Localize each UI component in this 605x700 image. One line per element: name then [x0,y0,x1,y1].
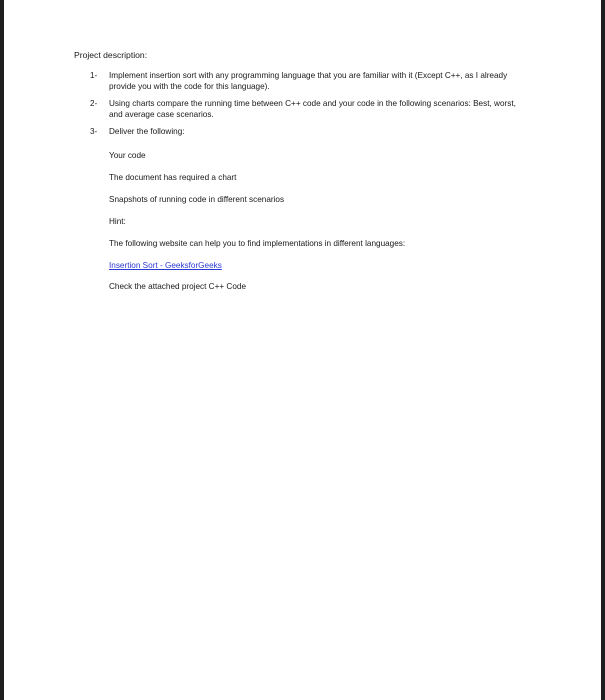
list-text-2: Using charts compare the running time between C++ code and your code in the following scenarios: Best, worst, and average case scenarios. [109,99,516,119]
list-item-2 [90,98,530,120]
project-description-heading: Project description: [74,50,148,60]
geeksforgeeks-link[interactable]: Insertion Sort - GeeksforGeeks [109,261,222,270]
list-item-1 [90,70,530,92]
document-page [4,0,601,700]
list-number-3: 3- [90,127,98,136]
deliverable-snapshots: Snapshots of running code in different scenarios [109,195,285,204]
deliverable-your-code: Your code [109,151,146,160]
list-number-2: 2- [90,99,98,108]
hint-text: The following website can help you to find implementations in different languages: [109,239,406,248]
deliverable-chart: The document has required a chart [109,173,237,182]
list-text-1: Implement insertion sort with any programming language that you are familiar with it (Except C++, as I already provide you with the code for this language). [109,71,508,91]
list-item-3 [90,126,530,137]
footer-note: Check the attached project C++ Code [109,282,246,291]
list-text-3: Deliver the following: [109,127,185,136]
hint-label: Hint: [109,217,126,226]
list-number-1: 1- [90,71,98,80]
